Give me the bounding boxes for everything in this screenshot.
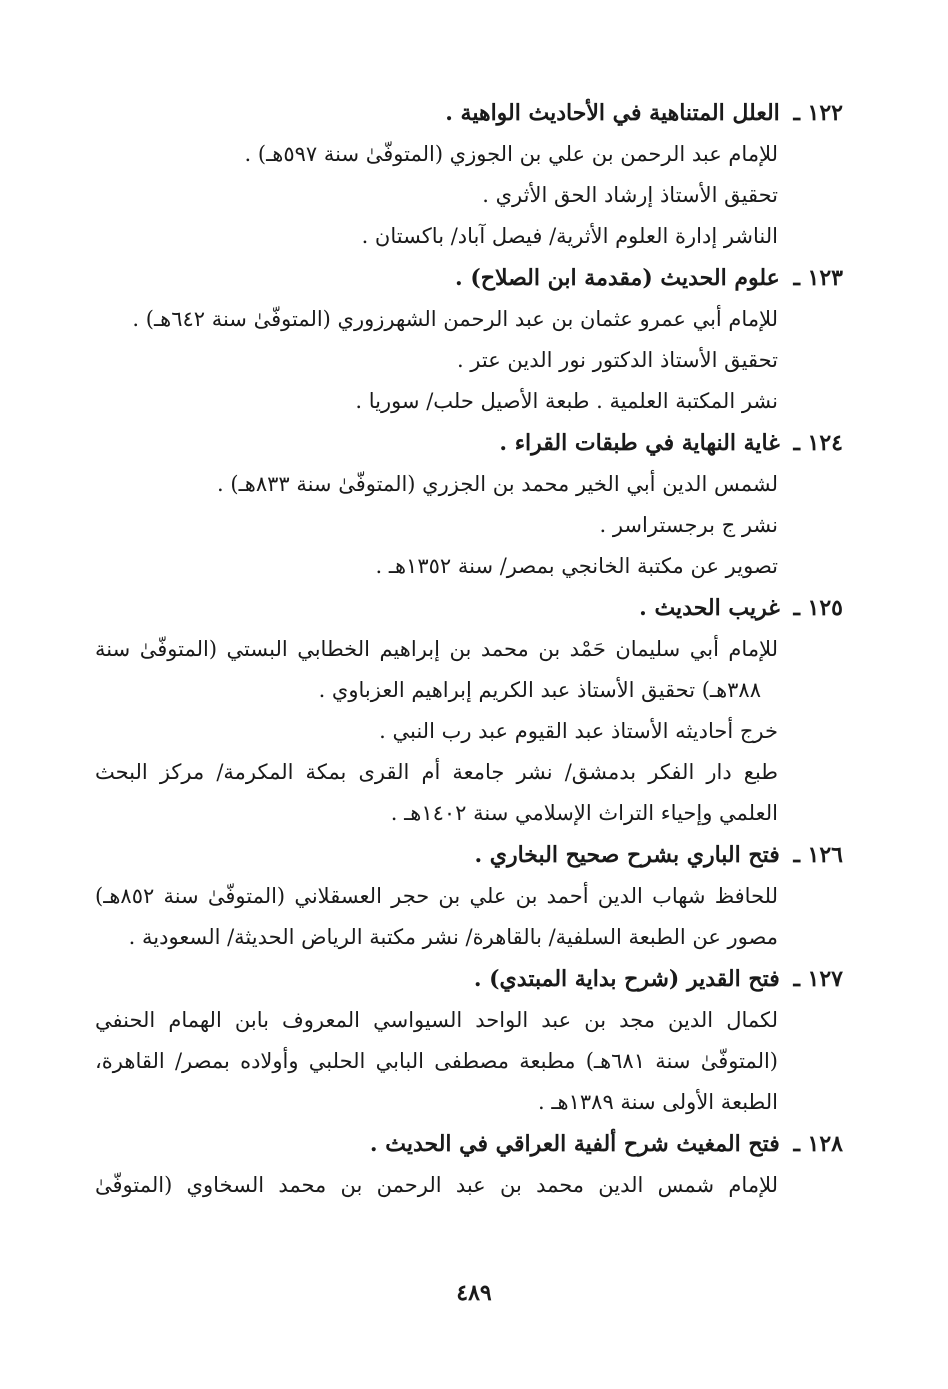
entry-number: ١٢٧ ـ	[793, 966, 843, 992]
entry-title	[95, 834, 843, 876]
entry-title	[95, 958, 843, 1000]
entry-line: (المتوفّىٰ سنة ٦٨١هـ) مطبعة مصطفى البابي الحلبي وأولاده بمصر/ القاهرة،	[95, 1049, 778, 1073]
entry-line: للإمام عبد الرحمن بن علي بن الجوزي (المتوفّىٰ سنة ٥٩٧هـ) .	[244, 142, 778, 166]
entry-title-text: فتح القدير (شرح بداية المبتدي) .	[473, 966, 780, 992]
entry-number: ١٢٦ ـ	[793, 842, 843, 868]
entry-title	[95, 92, 843, 134]
entry-number: ١٢٤ ـ	[793, 430, 843, 456]
page-number: ٤٨٩	[456, 1280, 492, 1306]
entry-title-text: غاية النهاية في طبقات القراء .	[499, 430, 780, 456]
entry-title	[95, 587, 843, 629]
entry-number: ١٢٣ ـ	[793, 265, 843, 291]
entry-line: نشر المكتبة العلمية . طبعة الأصيل حلب/ سوريا .	[355, 389, 778, 413]
entry-title-text: غريب الحديث .	[639, 595, 780, 621]
entry-number: ١٢٥ ـ	[793, 595, 843, 621]
entry-line: طبع دار الفكر بدمشق/ نشر جامعة أم القرى بمكة المكرمة/ مركز البحث	[95, 760, 778, 784]
entry-title-text: فتح الباري بشرح صحيح البخاري .	[474, 842, 780, 868]
entry-line: للإمام أبي عمرو عثمان بن عبد الرحمن الشهرزوري (المتوفّىٰ سنة ٦٤٢هـ) .	[132, 307, 778, 331]
entry-line: نشر ج برجستراسر .	[599, 513, 778, 537]
entry-title	[95, 257, 843, 299]
entry-line: خرج أحاديثه الأستاذ عبد القيوم عبد رب النبي .	[379, 719, 778, 743]
entry-number: ١٢٨ ـ	[793, 1131, 843, 1157]
entry-line: للإمام أبي سليمان حَمْد بن محمد بن إبراهيم الخطابي البستي (المتوفّىٰ سنة	[95, 637, 778, 661]
entry-title-text: فتح المغيث شرح ألفية العراقي في الحديث .	[369, 1131, 780, 1157]
entry-line: للحافظ شهاب الدين أحمد بن علي بن حجر العسقلاني (المتوفّىٰ سنة ٨٥٢هـ)	[95, 884, 778, 908]
entry-title-text: العلل المتناهية في الأحاديث الواهية .	[445, 100, 780, 126]
entry-line: للإمام شمس الدين محمد بن عبد الرحمن بن محمد السخاوي (المتوفّىٰ	[95, 1173, 778, 1197]
entry-line: ٣٨٨هـ) تحقيق الأستاذ عبد الكريم إبراهيم العزباوي .	[318, 678, 761, 702]
entry-line: تحقيق الأستاذ إرشاد الحق الأثري .	[482, 183, 778, 207]
entry-line: لكمال الدين مجد بن عبد الواحد السيواسي المعروف بابن الهمام الحنفي	[95, 1008, 778, 1032]
entry-line: تصوير عن مكتبة الخانجي بمصر/ سنة ١٣٥٢هـ .	[375, 554, 778, 578]
entry-title-text: علوم الحديث (مقدمة ابن الصلاح) .	[455, 265, 780, 291]
entry-line: العلمي وإحياء التراث الإسلامي سنة ١٤٠٢هـ .	[390, 801, 778, 825]
entry-line: لشمس الدين أبي الخير محمد بن الجزري (المتوفّىٰ سنة ٨٣٣هـ) .	[217, 472, 778, 496]
bibliography-page	[95, 92, 843, 1206]
entry-line: الطبعة الأولى سنة ١٣٨٩هـ .	[538, 1090, 778, 1114]
entry-number: ١٢٢ ـ	[793, 100, 843, 126]
entry-line: مصور عن الطبعة السلفية/ بالقاهرة/ نشر مكتبة الرياض الحديثة/ السعودية .	[128, 925, 778, 949]
entry-title	[95, 1123, 843, 1165]
entry-line: تحقيق الأستاذ الدكتور نور الدين عتر .	[456, 348, 778, 372]
entry-line: الناشر إدارة العلوم الأثرية/ فيصل آباد/ باكستان .	[361, 224, 778, 248]
entry-title	[95, 422, 843, 464]
